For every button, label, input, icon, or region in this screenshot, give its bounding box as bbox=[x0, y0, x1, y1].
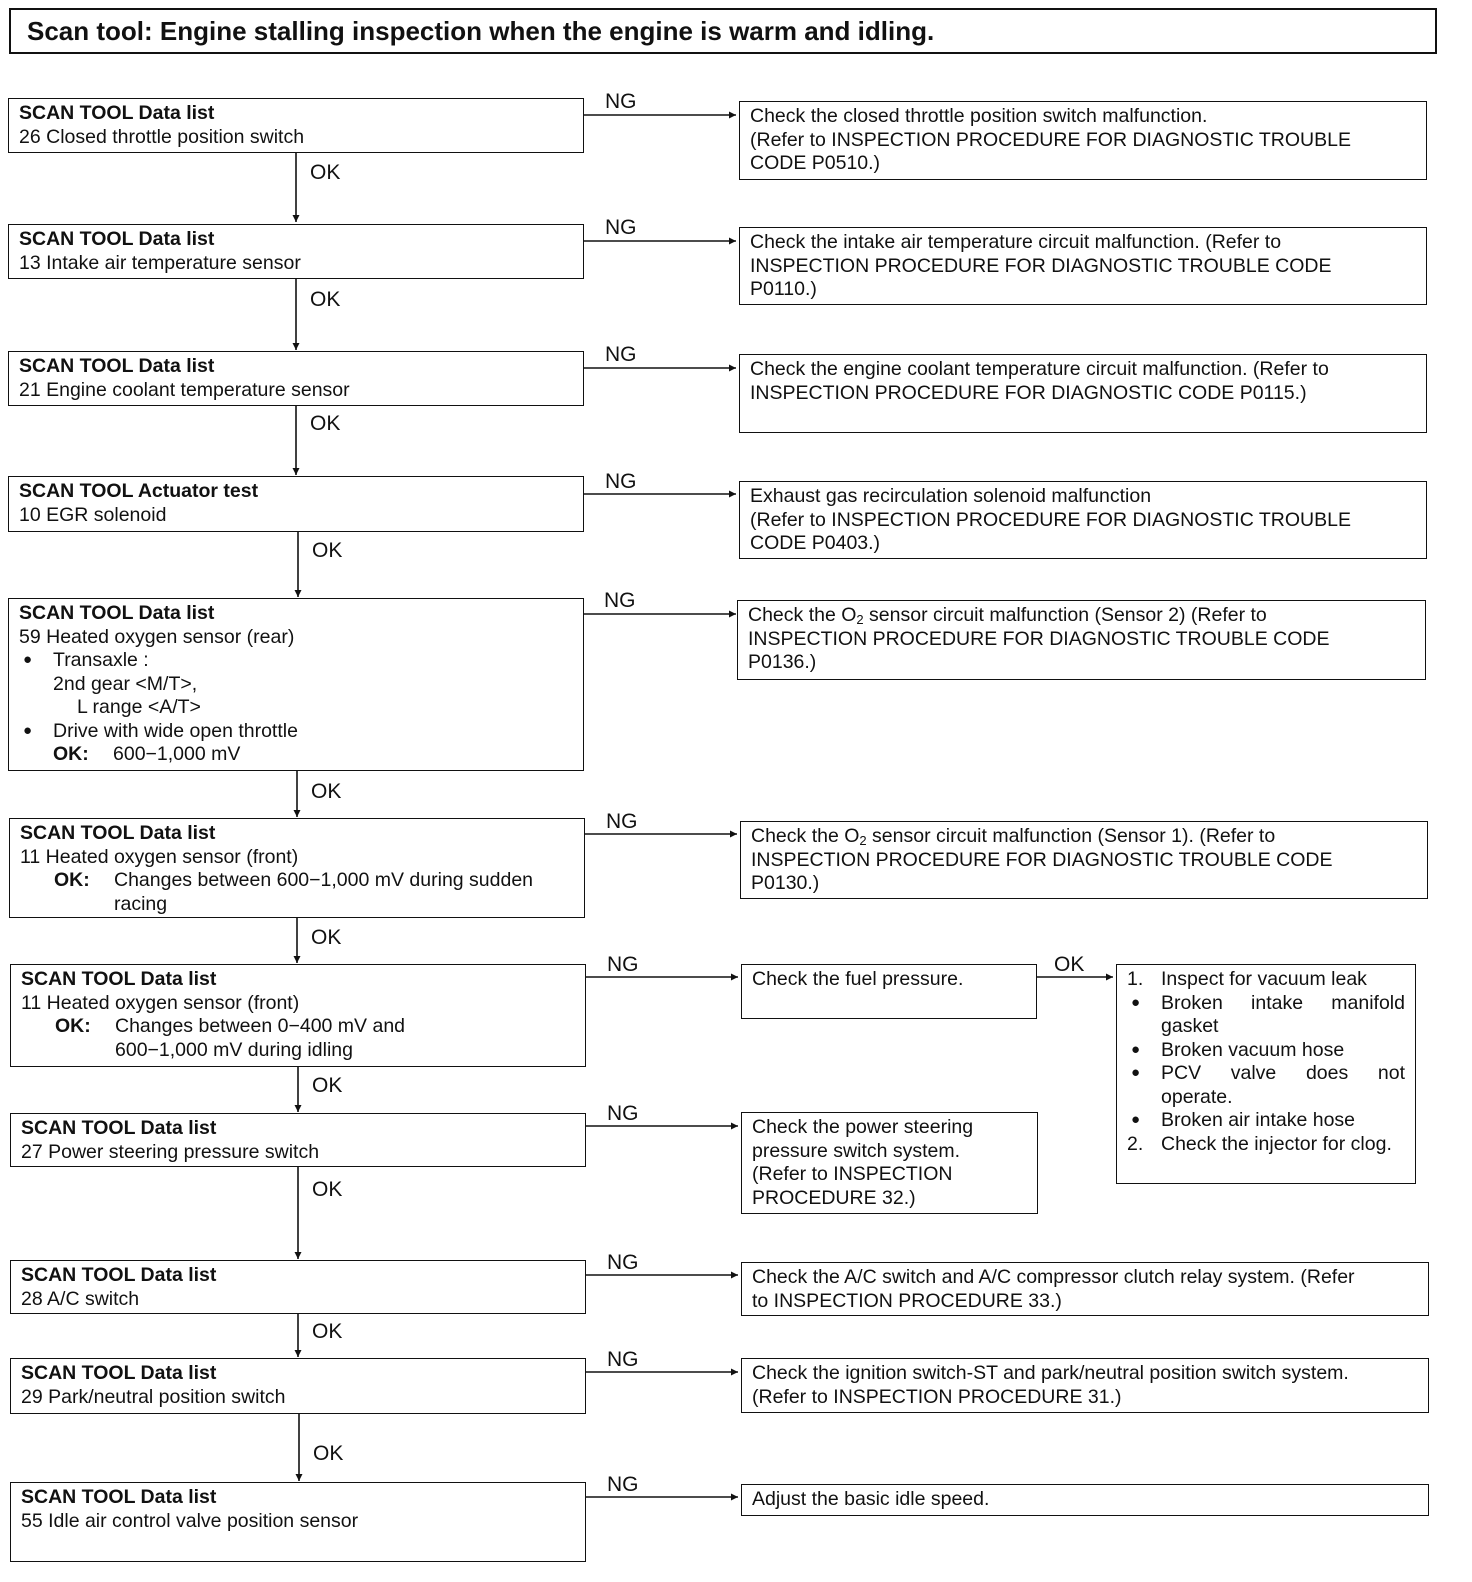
step-item: 11 Heated oxygen sensor (front) bbox=[20, 845, 299, 868]
ok-label: OK bbox=[312, 1074, 343, 1097]
ok-value: Changes between 0−400 mV and bbox=[115, 1015, 406, 1037]
ng-label: NG bbox=[607, 1473, 639, 1496]
result-line: P0136.) bbox=[748, 651, 817, 673]
ng-label: NG bbox=[607, 953, 639, 976]
check-bullet: ● Broken vacuum hose bbox=[1127, 1039, 1405, 1063]
step-heading: SCAN TOOL Data list bbox=[21, 1264, 217, 1286]
result-line: Check the A/C switch and A/C compressor clutch relay system. (Refer bbox=[752, 1266, 1355, 1288]
result-box-3 bbox=[739, 354, 1427, 433]
result-line: (Refer to INSPECTION PROCEDURE 31.) bbox=[752, 1385, 1122, 1408]
check-item: 2. Check the injector for clog. bbox=[1127, 1132, 1392, 1155]
ok-criteria bbox=[20, 869, 574, 893]
ok-value: 600−1,000 mV during idling bbox=[115, 1038, 353, 1061]
result-line: Check the $O_2$ sensor circuit malfunction (Sensor 2) (Refer to bbox=[748, 604, 1267, 627]
ok-label: OK bbox=[1054, 953, 1085, 976]
result-line: INSPECTION PROCEDURE FOR DIAGNOSTIC TROUBLE CODE bbox=[750, 254, 1332, 277]
condition-detail: L range <A/T> bbox=[77, 696, 201, 718]
ok-label: OK bbox=[310, 288, 341, 311]
ok-label: OK bbox=[310, 161, 341, 184]
ok-criteria bbox=[19, 743, 573, 767]
ok-label: OK bbox=[312, 1320, 343, 1343]
subscript: 2 bbox=[856, 612, 864, 627]
ok-value: racing bbox=[114, 892, 168, 915]
ng-label: NG bbox=[605, 90, 637, 113]
step-heading: SCAN TOOL Data list bbox=[19, 355, 215, 377]
result-line: INSPECTION PROCEDURE FOR DIAGNOSTIC CODE P0115.) bbox=[750, 381, 1307, 404]
condition-detail: 2nd gear <M/T>, bbox=[53, 672, 198, 695]
ok-label: OK bbox=[312, 539, 343, 562]
result-box-10 bbox=[741, 1358, 1429, 1413]
step-box-4 bbox=[8, 476, 584, 532]
result-line: INSPECTION PROCEDURE FOR DIAGNOSTIC TROUBLE CODE bbox=[748, 627, 1330, 650]
result-line: Exhaust gas recirculation solenoid malfunction bbox=[750, 485, 1152, 507]
step-box-9 bbox=[10, 1260, 586, 1314]
step-heading: SCAN TOOL Data list bbox=[21, 968, 217, 990]
result-line: (Refer to INSPECTION bbox=[752, 1163, 953, 1185]
step-item: 27 Power steering pressure switch bbox=[21, 1140, 320, 1163]
ng-label: NG bbox=[605, 216, 637, 239]
step-heading: SCAN TOOL Data list bbox=[21, 1362, 217, 1384]
ok-key: OK: bbox=[53, 743, 89, 765]
result-line: CODE P0510.) bbox=[750, 152, 881, 174]
step-item: 21 Engine coolant temperature sensor bbox=[19, 378, 350, 401]
step-box-1 bbox=[8, 98, 584, 153]
ng-label: NG bbox=[607, 1348, 639, 1371]
step-item: 55 Idle air control valve position sensor bbox=[21, 1509, 359, 1532]
result-box-9 bbox=[741, 1262, 1429, 1316]
ok-key: OK: bbox=[55, 1015, 91, 1037]
step-item: 26 Closed throttle position switch bbox=[19, 125, 305, 148]
step-item: 59 Heated oxygen sensor (rear) bbox=[19, 625, 295, 648]
ok-label: OK bbox=[310, 412, 341, 435]
vacuum-check-box bbox=[1116, 964, 1416, 1184]
ng-label: NG bbox=[606, 810, 638, 833]
result-line: P0130.) bbox=[751, 872, 820, 894]
ok-label: OK bbox=[312, 1178, 343, 1201]
check-bullet: ● PCV valve does not operate. bbox=[1127, 1062, 1405, 1109]
step-item: 13 Intake air temperature sensor bbox=[19, 251, 301, 274]
step-heading: SCAN TOOL Data list bbox=[19, 602, 215, 624]
step-box-5 bbox=[8, 598, 584, 771]
result-box-1 bbox=[739, 101, 1427, 180]
step-heading: SCAN TOOL Data list bbox=[19, 228, 215, 250]
step-box-3 bbox=[8, 351, 584, 406]
result-line: INSPECTION PROCEDURE FOR DIAGNOSTIC TROUBLE CODE bbox=[751, 848, 1333, 871]
step-box-6 bbox=[9, 818, 585, 918]
result-line: CODE P0403.) bbox=[750, 532, 881, 554]
result-box-4 bbox=[739, 481, 1427, 559]
step-heading: SCAN TOOL Data list bbox=[20, 822, 216, 844]
result-line: P0110.) bbox=[750, 278, 817, 300]
step-heading: SCAN TOOL Data list bbox=[21, 1486, 217, 1508]
result-line: (Refer to INSPECTION PROCEDURE FOR DIAGNOSTIC TROUBLE bbox=[750, 508, 1351, 531]
ng-label: NG bbox=[607, 1251, 639, 1274]
result-line: Adjust the basic idle speed. bbox=[752, 1488, 990, 1510]
ok-label: OK bbox=[313, 1442, 344, 1465]
ng-label: NG bbox=[605, 470, 637, 493]
result-line: Check the fuel pressure. bbox=[752, 968, 964, 990]
check-bullet: ● Broken air intake hose bbox=[1127, 1109, 1405, 1133]
step-heading: SCAN TOOL Actuator test bbox=[19, 480, 259, 502]
ok-label: OK bbox=[311, 926, 342, 949]
check-bullet: ● Broken intake manifold gasket bbox=[1127, 992, 1405, 1039]
step-box-11 bbox=[10, 1482, 586, 1562]
ng-label: NG bbox=[607, 1102, 639, 1125]
result-line: Check the $O_2$ sensor circuit malfunction (Sensor 1). (Refer to bbox=[751, 825, 1276, 848]
step-item: 28 A/C switch bbox=[21, 1287, 140, 1310]
step-heading: SCAN TOOL Data list bbox=[21, 1117, 217, 1139]
result-box-5 bbox=[737, 600, 1426, 680]
step-box-2 bbox=[8, 224, 584, 279]
ok-label: OK bbox=[311, 780, 342, 803]
result-box-8 bbox=[741, 1112, 1038, 1214]
result-line: Check the ignition switch-ST and park/neutral position switch system. bbox=[752, 1362, 1349, 1384]
ng-label: NG bbox=[605, 343, 637, 366]
condition-bullet: ● Transaxle : bbox=[19, 649, 573, 673]
check-item: 1. Inspect for vacuum leak bbox=[1127, 968, 1367, 990]
result-line: Check the closed throttle position switch malfunction. bbox=[750, 105, 1208, 127]
result-line: Check the intake air temperature circuit malfunction. (Refer to bbox=[750, 231, 1282, 253]
step-box-7 bbox=[10, 964, 586, 1067]
result-box-11 bbox=[741, 1484, 1429, 1516]
subscript: 2 bbox=[859, 833, 867, 848]
step-heading: SCAN TOOL Data list bbox=[19, 102, 215, 124]
result-line: Check the power steering pressure switch system. bbox=[752, 1116, 974, 1162]
result-box-2 bbox=[739, 227, 1427, 305]
condition-bullet: ● Drive with wide open throttle bbox=[19, 720, 573, 744]
result-box-7 bbox=[741, 964, 1037, 1019]
step-item: 10 EGR solenoid bbox=[19, 503, 167, 526]
result-line: to INSPECTION PROCEDURE 33.) bbox=[752, 1289, 1062, 1312]
step-item: 29 Park/neutral position switch bbox=[21, 1385, 286, 1408]
result-line: Check the engine coolant temperature circuit malfunction. (Refer to bbox=[750, 358, 1329, 380]
ok-value: 600−1,000 mV bbox=[113, 743, 241, 765]
step-box-10 bbox=[10, 1358, 586, 1414]
ok-criteria bbox=[21, 1015, 575, 1039]
ok-value: Changes between 600−1,000 mV during sudden bbox=[114, 869, 534, 891]
step-box-8 bbox=[10, 1113, 586, 1167]
result-box-6 bbox=[740, 821, 1428, 899]
ok-key: OK: bbox=[54, 869, 90, 891]
page-title: Scan tool: Engine stalling inspection when the engine is warm and idling. bbox=[9, 8, 1437, 54]
result-line: PROCEDURE 32.) bbox=[752, 1186, 916, 1209]
ng-label: NG bbox=[604, 589, 636, 612]
step-item: 11 Heated oxygen sensor (front) bbox=[21, 991, 300, 1014]
result-line: (Refer to INSPECTION PROCEDURE FOR DIAGNOSTIC TROUBLE bbox=[750, 128, 1351, 151]
